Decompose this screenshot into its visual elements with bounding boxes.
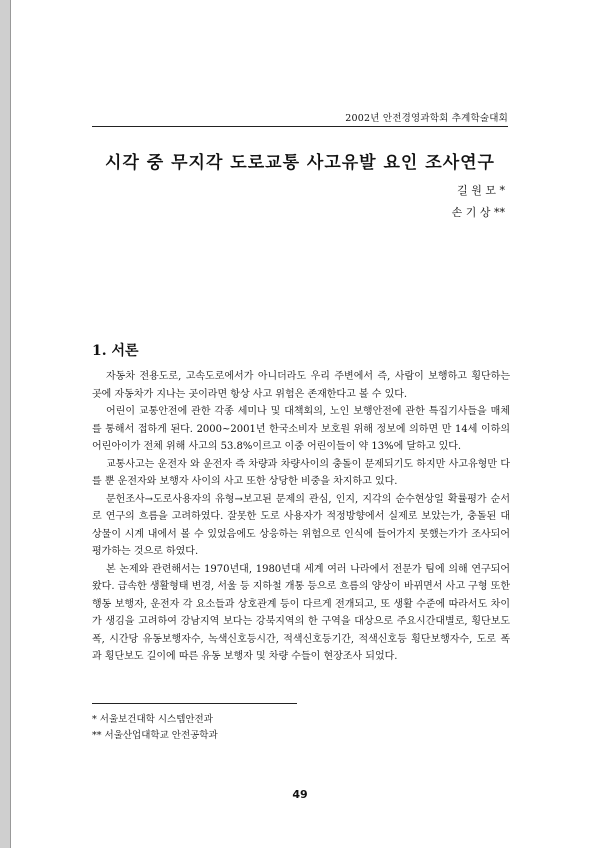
paragraph: 자동차 전용도로, 고속도로에서가 아니더라도 우리 주변에서 즉, 사람이 보행하고 횡단하는 곳에 자동차가 지나는 곳이라면 항상 사고 위험은 존재한다고 볼 수 있다. [92,371,510,400]
header-rule [92,126,508,127]
page-number: 49 [292,788,308,801]
conference-header: 2002년 안전경영과학회 추계학술대회 [345,113,508,124]
footnote-rule [92,703,297,704]
paragraph: 문헌조사→도로사용자의 유형→보고된 문제의 관심, 인지, 지각의 순수현상일 확률평가 순서로 연구의 흐름을 고려하였다. 잘못한 도로 사용자가 적정방향에서 실제로 보았는가, 충돌된 대상물이 시계 내에서 볼 수 있었음에도 상응하는 위험으로 인식에 들어가지 못했는가가 조사되어 평가하는 것으로 하였다. [92,493,510,557]
section-heading: 1. 서론 [92,343,139,359]
author-list [452,180,505,224]
author-2 [452,202,505,224]
author-name: 손 기 상 [451,206,491,219]
paragraph: 교통사고는 운전자 와 운전자 즉 차량과 차량사이의 충돌이 문제되기도 하지만 사고유형만 다를 뿐 운전자와 보행자 사이의 사고 또한 상당한 비중을 차지하고 있다. [92,458,510,487]
author-1 [452,180,505,202]
paragraph: 어린이 교통안전에 관한 각종 세미나 및 대책회의, 노인 보행안전에 관한 특집기사들을 매체를 통해서 접하게 된다. 2000~2001년 한국소비자 보호원 위해 정보에 의하면 만 14세 이하의 어린아이가 전체 위해 사고의 53.8%이르고 이중 어린이들이 약 13%에 달하고 있다. [92,406,510,452]
author-name: 길 원 모 [457,184,496,197]
author-mark: * [499,184,505,197]
paragraph: 본 논제와 관련해서는 1970년대, 1980년대 세계 여러 나라에서 전문가 팀에 의해 연구되어 왔다. 급속한 생활형태 변경, 서울 등 지하철 개통 등으로 흐름의 양상이 바뀌면서 사고 구형 또한 행동 보행자, 운전자 각 요소들과 상호관계 등이 다르게 전개되고, 또 생활 수준에 따라서도 차이가 생김을 고려하여 강남지역 보다는 강북지역의 한 구역을 대상으로 주요시간대별로, 횡단보도 폭, 시간당 유동보행자수, 녹색신호등시간, 적색신호등기간, 적색신호등 횡단보행자수, 도로 폭과 횡단보도 길이에 따른 유동 보행자 및 차량 수들이 현장조사 되었다. [92,563,510,662]
footnote: * 서울보건대학 시스템안전과 [92,714,213,725]
body-text [92,368,510,666]
author-mark: ** [494,206,505,219]
footnote: ** 서울산업대학교 안전공학과 [92,730,218,741]
footnotes [92,712,218,744]
paper-title: 시각 중 무지각 도로교통 사고유발 요인 조사연구 [105,153,495,173]
